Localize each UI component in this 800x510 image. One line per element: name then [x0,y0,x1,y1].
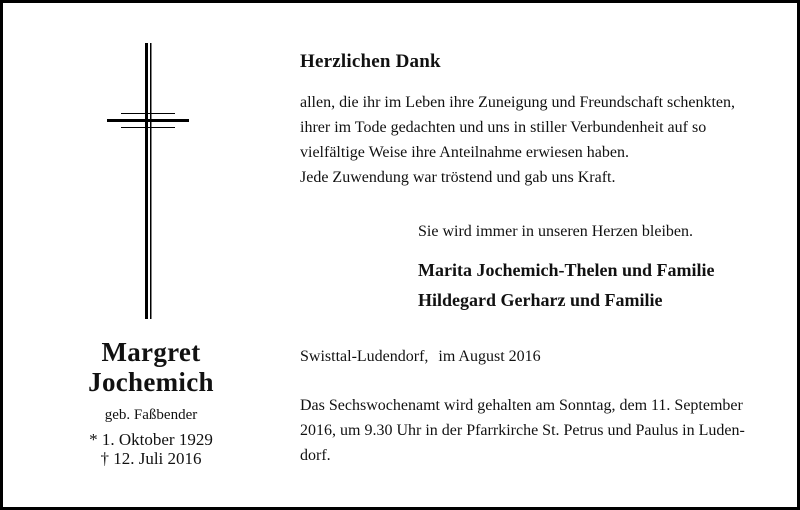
deceased-first-name: Margret [101,337,201,367]
thanks-line: Jede Zuwendung war tröstend und gab uns Kraft. [300,169,616,186]
remembrance-line: Sie wird immer in unseren Herzen bleiben. [418,223,694,240]
thanks-line: vielfältige Weise ihre Anteilnahme erwiesen haben. [300,144,629,161]
dates [63,430,239,468]
family-name: Marita Jochemich-Thelen und Familie [418,260,715,280]
service-notice [300,393,752,468]
thanks-line: ihrer im Tode gedachten und uns in stiller Verbundenheit auf so [300,119,707,136]
cross-icon [107,43,189,319]
deceased-info [63,337,239,468]
place-date [300,348,755,366]
service-line: 2016, um 9.30 Uhr in der Pfarrkirche St. Petrus und Paulus in Luden- [300,422,745,439]
family-name: Hildegard Gerharz und Familie [418,290,663,310]
date: im August 2016 [438,348,541,365]
thanks-line: allen, die ihr im Leben ihre Zuneigung und Freundschaft schenkten, [300,94,735,111]
birth-date: * 1. Oktober 1929 [89,430,213,449]
service-line: dorf. [300,447,331,464]
birth-name: geb. Faßbender [104,407,198,423]
deceased-last-name: Jochemich [88,367,214,397]
family-signatures [418,255,758,315]
thanks-message [300,90,755,190]
service-line: Das Sechswochenamt wird gehalten am Sonntag, dem 11. September [300,397,743,414]
thanks-heading: Herzlichen Dank [300,51,441,72]
death-date: † 12. Juli 2016 [100,449,202,468]
place: Swisttal-Ludendorf, [300,348,429,365]
